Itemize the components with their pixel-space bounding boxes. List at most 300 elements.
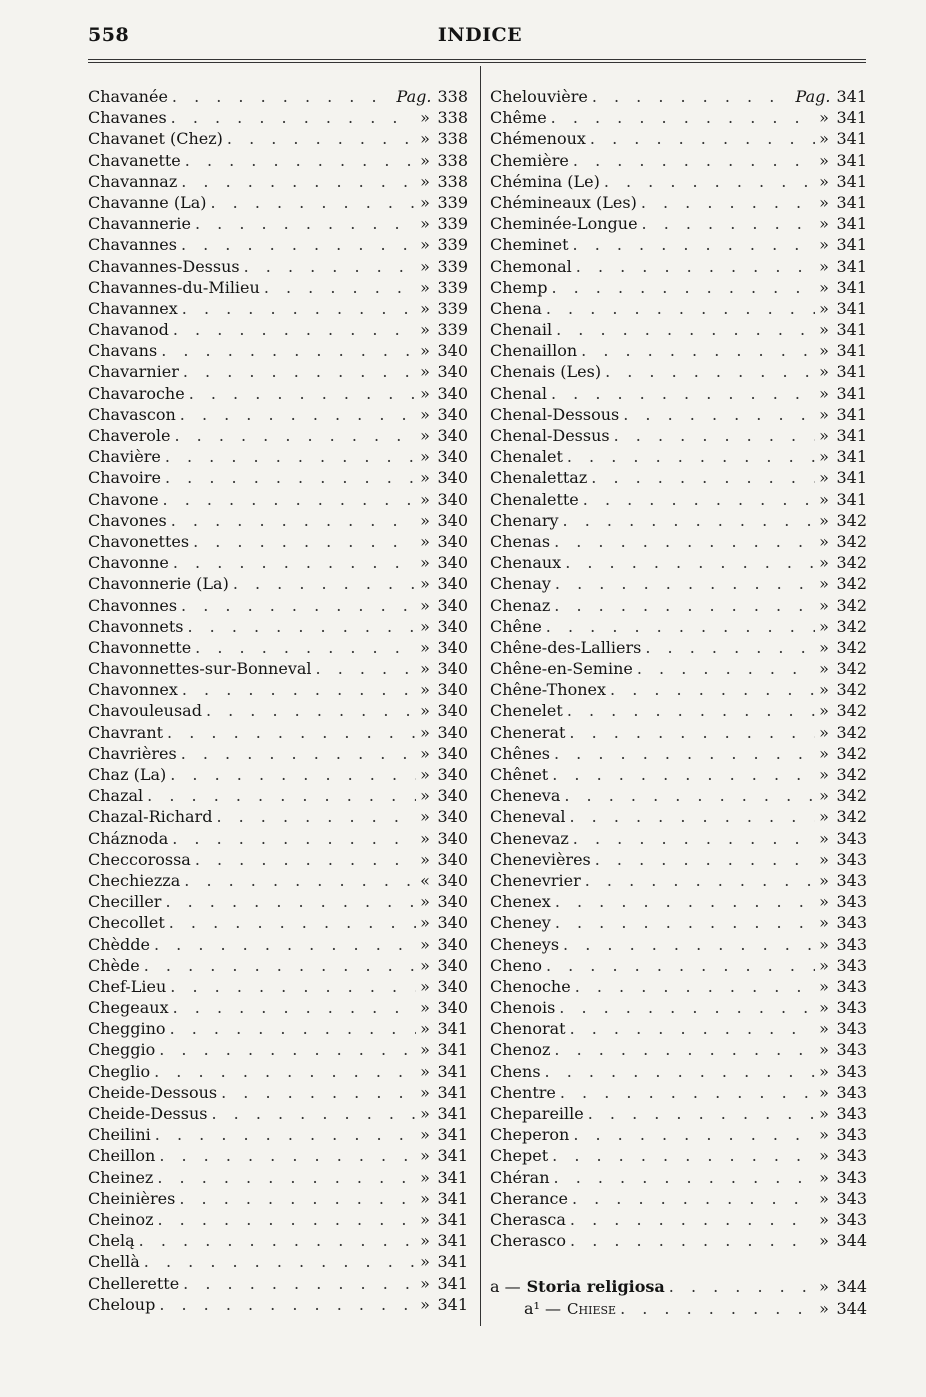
dot-leader bbox=[166, 764, 416, 785]
entry-name: Cheneva bbox=[490, 786, 561, 806]
entry-page-number: 343 bbox=[836, 828, 867, 848]
index-entry bbox=[490, 828, 867, 849]
entry-page-number: 338 bbox=[437, 171, 468, 191]
dot-leader bbox=[600, 171, 815, 192]
entry-name: Cheinoz bbox=[88, 1209, 154, 1229]
page-number: 558 bbox=[88, 24, 130, 46]
index-entry bbox=[88, 192, 468, 213]
entry-page-number: 342 bbox=[836, 786, 867, 806]
entry-name: Chepet bbox=[490, 1146, 549, 1166]
dot-leader bbox=[633, 658, 815, 679]
entry-name: Chaz (La) bbox=[88, 765, 167, 784]
index-entry bbox=[88, 150, 468, 171]
entry-name: Chenail bbox=[490, 320, 553, 340]
entry-name: Chena bbox=[490, 298, 542, 318]
dot-leader bbox=[550, 743, 815, 764]
dot-leader bbox=[551, 912, 815, 933]
index-entry bbox=[88, 891, 468, 912]
entry-page-number: 341 bbox=[836, 277, 867, 297]
entry-ref-mark: » bbox=[819, 1167, 829, 1187]
entry-name: Chéran bbox=[490, 1167, 550, 1187]
entry-ref-mark: » bbox=[819, 722, 829, 742]
entry-name: Chens bbox=[490, 1061, 541, 1081]
dot-leader bbox=[616, 1298, 815, 1319]
entry-name: Chavones bbox=[88, 510, 167, 530]
entry-page-number: 341 bbox=[836, 298, 867, 318]
entry-ref-mark: » bbox=[420, 976, 430, 996]
entry-name: Chemière bbox=[490, 150, 569, 170]
entry-name: Chenevières bbox=[490, 849, 591, 869]
index-entry bbox=[490, 870, 867, 891]
entry-page-number: 339 bbox=[437, 277, 468, 297]
dot-leader bbox=[579, 489, 815, 510]
entry-page-number: 340 bbox=[437, 765, 468, 784]
index-entry bbox=[490, 573, 867, 594]
index-entry bbox=[490, 510, 867, 531]
dot-leader bbox=[606, 679, 815, 700]
index-entry bbox=[490, 1145, 867, 1166]
entry-name: Chémineaux (Les) bbox=[490, 192, 637, 212]
entry-ref-mark: » bbox=[819, 743, 829, 763]
index-entry bbox=[490, 934, 867, 955]
entry-ref-mark: » bbox=[819, 1019, 829, 1039]
index-entry bbox=[490, 192, 867, 213]
entry-page-number: 340 bbox=[437, 913, 468, 933]
dot-leader bbox=[552, 319, 815, 340]
entry-name: Chémina (Le) bbox=[490, 171, 600, 191]
entry-name: Cherance bbox=[490, 1188, 568, 1208]
entry-ref-mark: » bbox=[819, 171, 829, 191]
entry-ref-mark: » bbox=[420, 765, 430, 784]
entry-ref-mark: » bbox=[819, 320, 829, 340]
entry-ref-mark: » bbox=[420, 849, 430, 869]
entry-ref-mark: » bbox=[819, 828, 829, 848]
entry-name: Chavanette bbox=[88, 150, 181, 170]
dot-leader bbox=[167, 510, 416, 531]
entry-page-number: 342 bbox=[836, 616, 867, 636]
entry-name: Chêne-des-Lalliers bbox=[490, 637, 642, 657]
index-entry bbox=[88, 404, 468, 425]
running-head-title: INDICE bbox=[437, 24, 523, 46]
entry-ref-mark: » bbox=[420, 108, 430, 128]
dot-leader bbox=[179, 361, 416, 382]
entry-name: Chemp bbox=[490, 277, 548, 297]
index-entry bbox=[88, 340, 468, 361]
entry-name: Cheide-Dessous bbox=[88, 1082, 218, 1102]
entry-ref-mark: » bbox=[420, 468, 430, 488]
index-entry bbox=[88, 976, 468, 997]
entry-page-number: 341 bbox=[836, 383, 867, 403]
entry-page-number: 342 bbox=[836, 701, 867, 721]
entry-ref-mark: » bbox=[819, 129, 829, 149]
dot-leader bbox=[555, 997, 815, 1018]
entry-name: Checiller bbox=[88, 892, 162, 912]
entry-ref-mark: » bbox=[819, 468, 829, 488]
dot-leader bbox=[559, 934, 815, 955]
dot-leader bbox=[591, 849, 815, 870]
entry-name: Chême bbox=[490, 108, 547, 128]
index-entry bbox=[88, 256, 468, 277]
dot-leader bbox=[150, 934, 416, 955]
entry-name: Chentre bbox=[490, 1082, 556, 1102]
section-title: Chiese bbox=[567, 1299, 617, 1318]
entry-page-number: 340 bbox=[437, 849, 468, 869]
entry-name: Chavonnes bbox=[88, 595, 178, 615]
index-entry bbox=[88, 1039, 468, 1060]
entry-name: Chazal bbox=[88, 786, 144, 806]
entry-name: Chavrant bbox=[88, 722, 164, 742]
dot-leader bbox=[163, 722, 416, 743]
entry-ref-mark: » bbox=[420, 1167, 430, 1187]
index-entry bbox=[490, 425, 867, 446]
entry-page-number: 340 bbox=[437, 701, 468, 721]
entry-name: Chenex bbox=[490, 892, 551, 912]
dot-leader bbox=[177, 743, 416, 764]
entry-page-number: 342 bbox=[836, 680, 867, 700]
index-entry bbox=[490, 298, 867, 319]
entry-ref-mark: » bbox=[420, 1252, 430, 1272]
dot-leader bbox=[177, 234, 416, 255]
entry-page-number: 341 bbox=[437, 1019, 468, 1039]
entry-ref-mark: » bbox=[819, 1104, 829, 1123]
entry-name: Chênet bbox=[490, 765, 549, 784]
index-entry bbox=[88, 700, 468, 721]
entry-page-number: 343 bbox=[836, 1061, 867, 1081]
entry-page-number: 340 bbox=[437, 341, 468, 361]
entry-ref-mark: » bbox=[819, 913, 829, 933]
entry-ref-mark: » bbox=[420, 934, 430, 954]
entry-ref-mark: » bbox=[819, 998, 829, 1018]
entry-ref-mark: » bbox=[420, 404, 430, 424]
entry-page-number: 341 bbox=[437, 1209, 468, 1229]
index-entry bbox=[490, 86, 867, 107]
entry-name: Cherasco bbox=[490, 1231, 567, 1251]
entry-name: Chemonal bbox=[490, 256, 572, 276]
entry-ref-mark: » bbox=[420, 680, 430, 700]
dot-leader bbox=[566, 1209, 815, 1230]
dot-leader bbox=[169, 997, 416, 1018]
entry-page-number: 340 bbox=[437, 489, 468, 509]
index-entry bbox=[88, 383, 468, 404]
entry-name: Chavannerie bbox=[88, 214, 191, 234]
entry-ref-mark: » bbox=[819, 701, 829, 721]
index-entry bbox=[490, 722, 867, 743]
index-entry bbox=[88, 552, 468, 573]
entry-ref-mark: » bbox=[420, 447, 430, 467]
entry-ref-mark: » bbox=[420, 955, 430, 975]
entry-name: Chavanet (Chez) bbox=[88, 129, 223, 149]
entry-name: Chenaz bbox=[490, 595, 551, 615]
entry-page-number: 340 bbox=[437, 955, 468, 975]
index-entry bbox=[490, 891, 867, 912]
dot-leader bbox=[183, 616, 416, 637]
index-entry bbox=[88, 319, 468, 340]
index-entry bbox=[490, 785, 867, 806]
entry-ref-mark: » bbox=[819, 574, 829, 594]
entry-page-number: 342 bbox=[836, 553, 867, 573]
index-entry bbox=[88, 1294, 468, 1315]
entry-page-number: 343 bbox=[836, 849, 867, 869]
entry-ref-mark: » bbox=[420, 489, 430, 509]
dot-leader bbox=[150, 1061, 416, 1082]
dot-leader bbox=[569, 150, 815, 171]
entry-ref-mark: » bbox=[819, 955, 829, 975]
index-entry bbox=[88, 785, 468, 806]
dot-leader bbox=[563, 700, 815, 721]
entry-page-number: 342 bbox=[836, 637, 867, 657]
entry-name: Chenalet bbox=[490, 447, 563, 467]
index-entry bbox=[88, 489, 468, 510]
entry-name: Chenal-Dessus bbox=[490, 426, 610, 445]
entry-name: Checollet bbox=[88, 913, 165, 933]
entry-page-number: 338 bbox=[437, 129, 468, 149]
index-entry bbox=[490, 1103, 867, 1124]
dot-leader bbox=[561, 552, 815, 573]
entry-page-number: 341 bbox=[437, 1125, 468, 1145]
entry-ref-mark: » bbox=[420, 553, 430, 573]
entry-name: Chavoire bbox=[88, 468, 161, 488]
entry-ref-mark: » bbox=[819, 1061, 829, 1081]
entry-name: Chechiezza bbox=[88, 870, 181, 890]
dot-leader bbox=[185, 383, 416, 404]
index-entry bbox=[490, 256, 867, 277]
entry-name: Cheminet bbox=[490, 235, 569, 255]
index-entry bbox=[490, 1018, 867, 1039]
entry-name: Chazal-Richard bbox=[88, 807, 213, 827]
entry-name: Chenois bbox=[490, 998, 556, 1018]
entry-page-number: 343 bbox=[836, 1167, 867, 1187]
index-entry bbox=[490, 700, 867, 721]
entry-page-number: 343 bbox=[836, 1040, 867, 1060]
dot-leader bbox=[550, 1167, 815, 1188]
index-entry bbox=[88, 361, 468, 382]
entry-ref-mark: » bbox=[819, 553, 829, 573]
section-heading bbox=[490, 1276, 867, 1297]
entry-ref-mark: » bbox=[420, 913, 430, 933]
entry-page-number: 341 bbox=[836, 341, 867, 361]
entry-page-number: 339 bbox=[437, 192, 468, 212]
entry-ref-mark: » bbox=[819, 277, 829, 297]
dot-leader bbox=[212, 806, 416, 827]
entry-page-number: 340 bbox=[437, 553, 468, 573]
dot-leader bbox=[550, 1039, 815, 1060]
entry-name: Cheneval bbox=[490, 807, 566, 827]
dot-leader bbox=[541, 1061, 815, 1082]
entry-page-number: 340 bbox=[437, 383, 468, 403]
entry-ref-mark: » bbox=[819, 108, 829, 128]
entry-ref-mark: » bbox=[420, 701, 430, 721]
dot-leader bbox=[191, 213, 416, 234]
dot-leader bbox=[547, 277, 815, 298]
dot-leader bbox=[566, 1018, 815, 1039]
entry-ref-mark: » bbox=[420, 574, 430, 594]
dot-leader bbox=[563, 446, 815, 467]
index-entry bbox=[88, 1167, 468, 1188]
entry-ref-mark: » bbox=[819, 383, 829, 403]
dot-leader bbox=[155, 1145, 416, 1166]
entry-name: Chenay bbox=[490, 574, 551, 594]
entry-ref-mark: » bbox=[819, 892, 829, 912]
entry-name: Cheminée-Longue bbox=[490, 214, 638, 234]
entry-ref-mark: » bbox=[819, 659, 829, 679]
dot-leader bbox=[207, 1103, 416, 1124]
index-entry bbox=[490, 277, 867, 298]
dot-leader bbox=[180, 870, 416, 891]
entry-page-number: 342 bbox=[836, 510, 867, 530]
dot-leader bbox=[577, 340, 815, 361]
entry-ref-mark: » bbox=[819, 1082, 829, 1102]
entry-ref-mark: » bbox=[819, 616, 829, 636]
entry-ref-mark: » bbox=[819, 680, 829, 700]
entry-ref-mark: » bbox=[420, 1104, 430, 1123]
index-entry bbox=[88, 1103, 468, 1124]
dot-leader bbox=[168, 828, 416, 849]
entry-ref-mark: » bbox=[819, 765, 829, 784]
index-entry bbox=[88, 1082, 468, 1103]
dot-leader bbox=[550, 531, 815, 552]
dot-leader bbox=[584, 1103, 815, 1124]
entry-ref-mark: » bbox=[819, 214, 829, 234]
entry-page-number: 341 bbox=[437, 1061, 468, 1081]
dot-leader bbox=[542, 616, 815, 637]
entry-page-number: 342 bbox=[836, 743, 867, 763]
entry-name: Chavanée bbox=[88, 87, 168, 106]
dot-leader bbox=[154, 1209, 417, 1230]
entry-ref-mark: » bbox=[819, 298, 829, 318]
index-entry bbox=[88, 1251, 468, 1272]
entry-ref-mark: » bbox=[819, 1298, 829, 1318]
entry-page-number: 340 bbox=[437, 722, 468, 742]
index-entry bbox=[88, 679, 468, 700]
dot-leader bbox=[240, 256, 416, 277]
entry-name: Chenevaz bbox=[490, 828, 569, 848]
dot-leader bbox=[641, 637, 815, 658]
index-entry bbox=[88, 1061, 468, 1082]
entry-name: Cheloup bbox=[88, 1294, 156, 1314]
entry-name: Chêne-Thonex bbox=[490, 680, 607, 700]
entry-ref-mark: » bbox=[420, 659, 430, 679]
entry-name: Chavone bbox=[88, 489, 159, 509]
entry-ref-mark: » bbox=[420, 1231, 430, 1251]
entry-ref-mark: » bbox=[819, 510, 829, 530]
entry-page-number: 340 bbox=[437, 637, 468, 657]
index-entry bbox=[490, 531, 867, 552]
index-entry bbox=[490, 234, 867, 255]
entry-name: Chenalettaz bbox=[490, 468, 588, 488]
entry-name: Chenary bbox=[490, 510, 559, 530]
index-entry bbox=[88, 107, 468, 128]
entry-name: Chavannex bbox=[88, 298, 178, 318]
dot-leader bbox=[568, 1188, 815, 1209]
entry-name: Chavonnette bbox=[88, 637, 192, 657]
dot-leader bbox=[260, 277, 416, 298]
entry-page-number: 343 bbox=[836, 913, 867, 933]
dot-leader bbox=[312, 658, 416, 679]
index-entry bbox=[88, 616, 468, 637]
dot-leader bbox=[581, 870, 815, 891]
entry-name: Chavonnettes-sur-Bonneval bbox=[88, 659, 312, 679]
entry-name: Chède bbox=[88, 955, 140, 975]
entry-page-number: 341 bbox=[836, 362, 867, 382]
entry-page-number: 340 bbox=[437, 362, 468, 382]
index-entry bbox=[88, 573, 468, 594]
entry-name: Cherasca bbox=[490, 1209, 566, 1229]
section-title: Storia religiosa bbox=[526, 1277, 665, 1297]
index-entry bbox=[88, 828, 468, 849]
entry-page-number: 341 bbox=[836, 150, 867, 170]
dot-leader bbox=[178, 298, 416, 319]
entry-name: Chenaux bbox=[490, 553, 562, 573]
entry-name: Chavonettes bbox=[88, 531, 190, 551]
entry-page-number: 341 bbox=[437, 1273, 468, 1293]
entry-name: Chenoz bbox=[490, 1040, 551, 1060]
entry-page-number: 340 bbox=[437, 404, 468, 424]
entry-ref-mark: » bbox=[819, 1125, 829, 1145]
entry-page-number: 340 bbox=[437, 616, 468, 636]
entry-page-number: 340 bbox=[437, 998, 468, 1018]
entry-page-number: 341 bbox=[836, 171, 867, 191]
entry-page-number: 341 bbox=[836, 214, 867, 234]
entry-ref-mark: » bbox=[819, 426, 829, 445]
entry-page-number: 340 bbox=[437, 976, 468, 996]
index-entry bbox=[88, 849, 468, 870]
entry-ref-mark: » bbox=[420, 1146, 430, 1166]
entry-ref-mark: » bbox=[819, 1277, 829, 1297]
entry-page-number: 339 bbox=[437, 298, 468, 318]
entry-name: Chavonne bbox=[88, 553, 169, 573]
dot-leader bbox=[159, 489, 416, 510]
dot-leader bbox=[143, 785, 416, 806]
index-entry bbox=[88, 722, 468, 743]
index-entry bbox=[490, 383, 867, 404]
entry-ref-mark: » bbox=[420, 298, 430, 318]
index-entry bbox=[88, 510, 468, 531]
entry-page-number: 344 bbox=[836, 1231, 867, 1251]
entry-ref-mark: » bbox=[420, 256, 430, 276]
column-divider bbox=[480, 66, 481, 1326]
index-entry bbox=[490, 128, 867, 149]
index-entry bbox=[88, 1018, 468, 1039]
entry-ref-mark: » bbox=[819, 1231, 829, 1251]
entry-page-number: 341 bbox=[836, 256, 867, 276]
entry-page-number: 341 bbox=[836, 489, 867, 509]
entry-name: Chavarnier bbox=[88, 362, 179, 382]
entry-name: Chellerette bbox=[88, 1273, 180, 1293]
dot-leader bbox=[572, 256, 815, 277]
dot-leader bbox=[547, 107, 815, 128]
entry-name: Chêne-en-Semine bbox=[490, 659, 633, 679]
index-entry bbox=[490, 361, 867, 382]
dot-leader bbox=[135, 1230, 416, 1251]
index-column-left bbox=[88, 86, 468, 1315]
entry-ref-mark: » bbox=[420, 637, 430, 657]
entry-name: Chavonnets bbox=[88, 616, 184, 636]
entry-ref-mark: » bbox=[420, 320, 430, 340]
entry-page-number: 343 bbox=[836, 1209, 867, 1229]
dot-leader bbox=[542, 298, 815, 319]
entry-page-number: 344 bbox=[836, 1298, 867, 1318]
entry-ref-mark: » bbox=[420, 129, 430, 149]
dot-leader bbox=[559, 510, 815, 531]
entry-ref-mark: » bbox=[819, 637, 829, 657]
index-entry bbox=[490, 1167, 867, 1188]
dot-leader bbox=[189, 531, 416, 552]
dot-leader bbox=[206, 192, 416, 213]
dot-leader bbox=[665, 1276, 815, 1297]
entry-ref-mark: » bbox=[819, 976, 829, 996]
entry-ref-mark: » bbox=[420, 383, 430, 403]
entry-name: Chavascon bbox=[88, 404, 176, 424]
